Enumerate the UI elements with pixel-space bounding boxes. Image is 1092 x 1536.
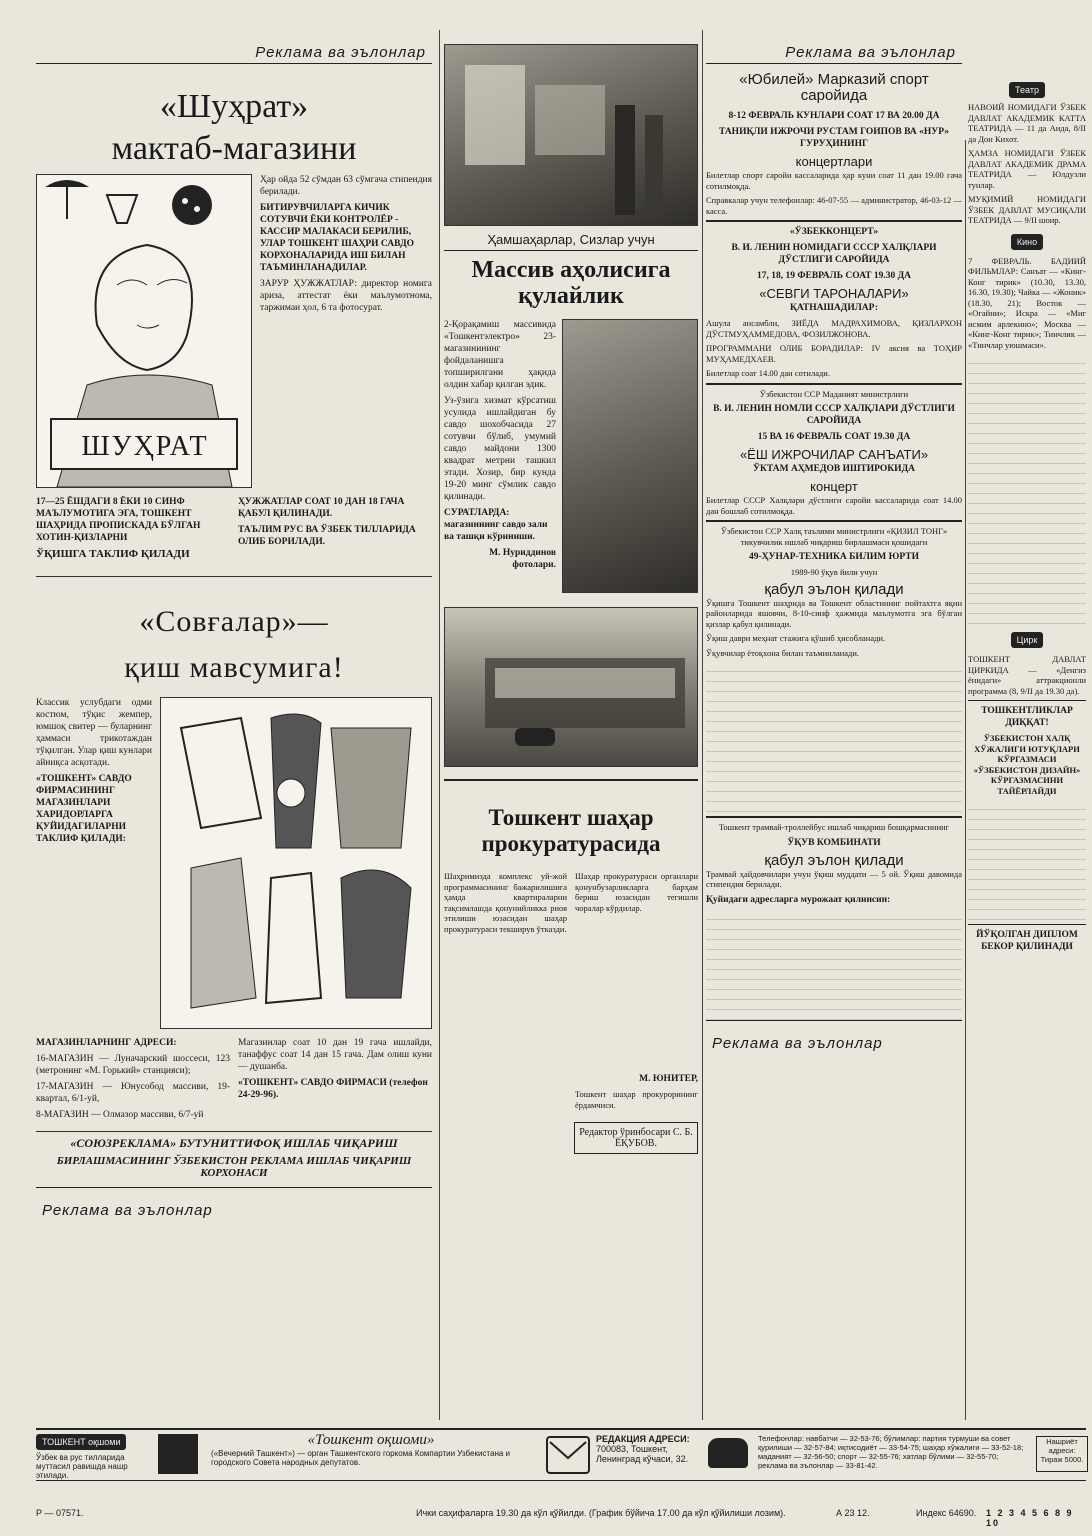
kabul1-title: қабул эълон қилади	[764, 580, 904, 598]
kabul1-org: Ўзбекистон ССР Халқ таълими министрлиги «ҚИЗИЛ ТОНГ» тикувчилик ишлаб чиқариш бирлашмаси қошидаги	[720, 526, 948, 547]
mahorat-palace: В. И. ЛЕНИН НОМЛИ СССР ХАЛҚЛАРИ ДЎСТЛИГИ САРОЙИДА	[713, 404, 955, 426]
kabul1-year: 1989-90 ўқув йили учун	[790, 567, 878, 577]
prokuratura-measures: Шаҳар прокуратураси органлари қонунбузарликларга барҳам бериш юзасидан тегишли чоралар кўрдилар.	[575, 871, 698, 913]
column-divider	[702, 30, 703, 1420]
sovgalar-intro: Классик услубдаги одми костюм, тўқис жемпер, юмшоқ свитер — буларнинг ҳаммаси трикотаждан тўқилган. Улар қиш кунлари айниқса асқотади.	[36, 698, 152, 768]
uzbekconcert-palace: В. И. ЛЕНИН НОМИДАГИ СССР ХАЛҚЛАРИ ДЎСТЛИГИ САРОЙИДА	[731, 243, 937, 265]
editor-credit: Редактор ўринбосари С. Б. ЁҚУБОВ.	[574, 1122, 698, 1154]
cinema-listing: 7 ФЕВРАЛЬ. БАДИИЙ ФИЛЬМЛАР: Санъат — «Кинг-Конг тирик» (10.30, 13.30, 16.30, 19.30); Чайка — «Жоник» (18.30, 21); Восток — «Огайни»; Искра — «Миг исмим арлекино»; Москва — «Кинг-Конг тирик»; Тинчлик — «Тинчлар уюшмаси».	[968, 255, 1086, 350]
column-concerts-admission	[706, 30, 962, 1425]
shop-16: 16-МАГАЗИН — Луначарский шоссеси, 123 (метронинг «М. Горький» станцияси);	[36, 1054, 230, 1076]
massiv-caption: Ҳамшаҳарлар, Сизлар учун	[444, 232, 698, 251]
kabul1-text-block	[706, 662, 962, 812]
theatre-hamza: ҲАМЗА НОМИДАГИ ЎЗБЕК ДАВЛАТ АКАДЕМИК ДРАМА ТЕАТРИДА — Юлдузли тунлар.	[968, 148, 1086, 190]
uzbekconcert-date: 17, 18, 19 ФЕВРАЛЬ СОАТ 19.30 ДА	[756, 271, 912, 281]
column-divider	[965, 140, 966, 1420]
store-hall-photo	[562, 319, 698, 593]
circulation-box: Нашриёт адреси: Тираж 5000.	[1036, 1436, 1088, 1472]
yubiley-artist: ТАНИҚЛИ ИЖРОЧИ РУСТАМ ГОИПОВ ВА «НУР» ГУРУҲИНИНГ	[718, 127, 950, 149]
massiv-details: Уз-ўзига хизмат кўрсатиш усулида ишлайдиган бу савдо шохобчасида 27 сотувчи бўлиб, умумий савдо майдони 1300 квадрат метрни ташкил этади. Хозир, бир кунда 19-20 минг сўмлик савдо қилинади.	[444, 396, 556, 502]
paper-languages: Ўзбек ва рус тилларида муттасил равишда нашр этилади.	[36, 1453, 128, 1480]
rubric-header: Реклама ва эълонлар	[36, 30, 432, 64]
address-text: 700083, Тошкент, Ленинград кўчаси, 32.	[596, 1444, 689, 1464]
imprint-index: Индекс 64690.	[916, 1508, 977, 1518]
prokuratura-signer-role: Тошкент шаҳар прокурорининг ёрдамчиси.	[575, 1089, 698, 1110]
shops-hours: Магазинлар соат 10 дан 19 гача ишлайди, танаффус соат 14 дан 15 гача. Дам олиш куни — душанба.	[238, 1038, 432, 1072]
kabul2-org: Тошкент трамвай-троллейбус ишлаб чиқариш бошқармасининг	[718, 822, 950, 832]
kabul2-body: Трамвай ҳайдовчилари учун ўқиш муддати — 5 ой. Ўқиш давомида стипендия берилади.	[706, 868, 962, 889]
lost-diploma: ЙЎҚОЛГАН ДИПЛОМ БЕКОР ҚИЛИНАДИ	[976, 930, 1078, 952]
photo-scene-icon	[445, 45, 698, 225]
store-interior-photo	[444, 44, 698, 226]
building-icon	[445, 608, 698, 766]
shop-17: 17-МАГАЗИН — Юнусобод массиви, 19-квартал, 6/1-уй,	[36, 1082, 230, 1104]
uzbekconcert-show: «СЕВГИ ТАРОНАЛАРИ»	[759, 286, 909, 301]
kabul1-body3: Ўқувчилар ётоқхона билан таъминланади.	[706, 647, 860, 658]
column-shuhrat-sovgalar	[36, 30, 432, 1425]
column-divider	[439, 30, 440, 1420]
prokuratura-body: Шаҳримизда комплекс уй-жой программасининг бажарилишига ҳамда квартираларни тақсимлашда қонунийликка риоя этилиши юзасидан шаҳар прокуратураси текширув ўтказди.	[444, 871, 567, 934]
shuhrat-illustration	[36, 174, 252, 488]
yubiley-title: «Юбилей» Марказий спорт саройида	[739, 71, 929, 104]
massiv-title: Массив аҳолисига қулайлик	[471, 257, 671, 309]
store-exterior-photo	[444, 607, 698, 767]
address-heading: РЕДАКЦИЯ АДРЕСИ:	[596, 1434, 690, 1444]
firm-phone: «ТОШКЕНТ» САВДО ФИРМАСИ (телефон 24-29-96).	[238, 1078, 428, 1100]
shuhrat-title: «Шуҳрат»	[159, 88, 309, 125]
rubric-footer: Реклама ва эълонлар	[36, 1187, 432, 1221]
kabul2-text-block	[706, 910, 962, 1020]
mahorat-name: ЎКТАМ АҲМЕДОВ ИШТИРОКИДА	[753, 464, 915, 474]
fashion-illustration	[160, 697, 432, 1029]
masthead-footer	[36, 1428, 1086, 1481]
uzbekconcert-head: «ЎЗБЕККОНЦЕРТ»	[789, 227, 879, 237]
paper-description: («Вечерний Ташкент») — орган Ташкентского горкома Компартии Узбекистана и городского Совета народных депутатов.	[211, 1449, 511, 1467]
imprint-pages: 1 2 3 4 5 6 8 9 10	[986, 1508, 1074, 1528]
cinema-logo-icon: Кино	[1011, 234, 1043, 250]
theatre-navoi: НАВОИЙ НОМИДАГИ ЎЗБЕК ДАВЛАТ АКАДЕМИК КАТТА ТЕАТРИДА — 11 да Аида, 8/II да Дон Кихот.	[968, 102, 1086, 144]
column-massiv-prokuratura	[444, 30, 698, 1425]
massiv-photo-note: СУРАТЛАРДА: магазиннинг савдо зали ва ташқи кўриниши.	[444, 508, 548, 542]
paper-logo: ТОШКЕНТ оқшоми	[36, 1434, 126, 1450]
circus-logo-icon: Цирк	[1011, 632, 1044, 648]
shuhrat-subtitle: мактаб-магазини	[111, 130, 357, 167]
uzbekconcert-participants: ҚАТНАШАДИЛАР:	[790, 303, 878, 313]
paper-title: «Тошкент оқшоми»	[307, 1432, 435, 1448]
massiv-intro: 2-Қорақамиш массивида «Тошкентэлектро» 23-магазинининг фойдаланишга топширилгани ҳақида олдин хабар қилган эдик.	[444, 320, 556, 390]
uzbekconcert-host: ПРОГРАММАНИ ОЛИБ БОРАДИЛАР: IV аксия ва ТОҲИР МУҲАМЕДХАЕВ.	[706, 343, 962, 364]
prokuratura-signer: М. ЮНИТЕР,	[639, 1074, 698, 1084]
massiv-photographer: М. Нуриддинов фотолари.	[489, 548, 556, 570]
mail-envelope-icon	[546, 1436, 590, 1474]
circus-listing: ТОШКЕНТ ДАВЛАТ ЦИРКИДА — «Денгиз ёнидаги» аттракционли программа (8, 9/II да 19.30 да).	[968, 654, 1086, 696]
soyuzreklama-line2: БИРЛАШМАСИНИНГ ЎЗБЕКИСТОН РЕКЛАМА ИШЛАБ ЧИҚАРИШ КОРХОНАСИ	[56, 1155, 412, 1179]
kabul2-body2: Қуйидаги адресларга мурожаат қилинсин:	[706, 894, 891, 905]
soyuzreklama-line1: «СОЮЗРЕКЛАМА» БУТУНИТТИФОҚ ИШЛАБ ЧИҚАРИШ	[36, 1131, 432, 1151]
shuhrat-languages: ТАЪЛИМ РУС ВА ЎЗБЕК ТИЛЛАРИДА ОЛИБ БОРИЛАДИ.	[238, 525, 416, 547]
shop-8: 8-МАГАЗИН — Олмазор массиви, 6/7-уй	[36, 1110, 204, 1120]
uzbekconcert-tickets: Билетлар соат 14.00 дан сотилади.	[706, 368, 830, 378]
warning-body: ЎЗБЕКИСТОН ХАЛҚ ХЎЖАЛИГИ ЮТУҚЛАРИ КЎРГАЗМАСИ «ЎЗБЕКИСТОН ДИЗАЙН» КЎРГАЗМАСИНИ ТАЙЁРЛАЙДИ	[973, 733, 1081, 796]
mahorat-org: Ўзбекистон ССР Маданият министрлиги	[759, 388, 909, 399]
mahorat-date: 15 ВА 16 ФЕВРАЛЬ СОАТ 19.30 ДА	[757, 432, 911, 442]
uzbekconcert-list: Ашула ансамбли, ЗИЁДА МАДРАХИМОВА, ҚИЗЛАРХОН ДЎСТМУҲАММЕДОВА, ФОЗИЛЖОНОВА.	[706, 318, 962, 339]
sovgalar-title: «Совғалар»—	[139, 605, 329, 638]
theatre-logo-icon: Театр	[1009, 82, 1045, 98]
kabul1-body2: Ўқиш даври меҳнат стажига қўшиб ҳисобланади.	[706, 633, 886, 643]
yubiley-concerts: концертлари	[795, 154, 873, 169]
cinema-listing-text	[968, 354, 1086, 624]
shops-heading: МАГАЗИНЛАРНИНГ АДРЕСИ:	[36, 1038, 177, 1048]
rubric-footer-right: Реклама ва эълонлар	[706, 1020, 962, 1054]
telephone-icon	[708, 1438, 748, 1468]
imprint-line	[36, 1508, 1086, 1528]
kabul2-title: қабул эълон қилади	[764, 851, 904, 869]
kabul2-dept: ЎҚУВ КОМБИНАТИ	[787, 837, 881, 848]
imprint-order: А 23 12.	[836, 1508, 870, 1518]
imprint-code: Р — 07571.	[36, 1508, 84, 1518]
theatre-mukimiy: МУҚИМИЙ НОМИДАГИ ЎЗБЕК ДАВЛАТ МУСИҚАЛИ ТЕАТРИДА — 9/II шоир.	[968, 194, 1086, 225]
yubiley-phones: Справкалар учун телефонлар: 46-07-55 — администратор, 46-03-12 — касса.	[706, 195, 962, 216]
imprint-signed: Ички саҳифаларга 19.30 да кўл қўйилди. (График бўйича 17.00 да кўл қўйилиши лозим).	[416, 1508, 786, 1518]
warning-heading: ТОШКЕНТЛИКЛАР ДИҚҚАТ!	[981, 706, 1073, 728]
shuhrat-documents: ЗАРУР ҲУЖЖАТЛАР: директор номига ариза, аттестат ёки маълумотнома, таржимаи ҳол, 6 та фотосурат.	[260, 279, 432, 313]
mahorat-concert: концерт	[810, 479, 858, 494]
kabul1-school: 49-ҲУНАР-ТЕХНИКА БИЛИМ ЮРТИ	[749, 552, 919, 562]
paper-emblem-icon	[158, 1434, 198, 1474]
kabul1-body: Ўқишга Тошкент шаҳрида ва Тошкент областининг пойтахтга яқин районларида яшовчи, 8-10-синф ҳажмида маълумотга эга бўлган қизлар қабул қилинади.	[706, 597, 962, 629]
column-listings	[968, 30, 1086, 1425]
phone-list: Телефонлар: навбатчи — 32-53-76; бўлимлар: партия турмуши ва совет қурилиши — 32-57-84; иқтисодиёт — 33-54-75; шаҳар хўжалиги — 33-52-18; маданият — 32-56-50; спорт — 32-55-76; хатлар бўлими — 32-55-70; реклама ва эълонлар — 33-81-42.	[758, 1434, 1024, 1470]
shuhrat-invite: ЎҚИШГА ТАКЛИФ ҚИЛАДИ	[36, 548, 190, 560]
rubric-header-right: Реклама ва эълонлар	[706, 30, 962, 64]
mahorat-show: «ЁШ ИЖРОЧИЛАР САНЪАТИ»	[739, 447, 929, 462]
shuhrat-graduates: БИТИРУВЧИЛАРГА КИЧИК СОТУВЧИ ЁКИ КОНТРОЛЁР - КАССИР МАЛАКАСИ БЕРИЛИБ, УЛАР ТОШКЕНТ ШАҲРИ САВДО КОРХОНАЛАРИДА ИШ БИЛАН ТАЪМИНЛАНАДИЛАР.	[260, 203, 415, 273]
shuhrat-logo: ШУҲРАТ	[81, 431, 209, 462]
prokuratura-title: Тошкент шаҳар прокуратурасида	[481, 805, 661, 856]
yubiley-tickets: Билетлар спорт саройи кассаларида ҳар куни соат 11 дан 19.00 гача сотилмоқда.	[706, 170, 962, 191]
clothing-sketch-icon	[161, 698, 431, 1028]
shuhrat-requirements: 17—25 ЁШДАГИ 8 ЁКИ 10 СИНФ МАЪЛУМОТИГА ЭГА, ТОШКЕНТ ШАҲРИДА ПРОПИСКАДА БЎЛГАН ХОТИН-ҚИЗЛАРНИ	[36, 497, 201, 543]
shuhrat-stipend: Ҳар ойда 52 сўмдан 63 сўмгача стипендия берилади.	[260, 175, 432, 197]
exhibition-text	[968, 800, 1086, 920]
sovgalar-offer: «ТОШКЕНТ» САВДО ФИРМАСИНИНГ МАГАЗИНЛАРИ ХАРИДОРЛАРГА ҚУЙИДАГИЛАРНИ ТАКЛИФ ҚИЛАДИ:	[36, 774, 132, 844]
sovgalar-subtitle: қиш мавсумига!	[124, 651, 344, 684]
yubiley-date: 8-12 ФЕВРАЛЬ КУНЛАРИ СОАТ 17 ВА 20.00 ДА	[728, 111, 940, 121]
shuhrat-hours: ҲУЖЖАТЛАР СОАТ 10 ДАН 18 ГАЧА ҚАБУЛ ҚИЛИНАДИ.	[238, 497, 405, 519]
mahorat-tickets: Билетлар СССР Халқлари дўстлиги саройи кассаларида соат 14.00 дан бошлаб сотилмоқда.	[706, 495, 962, 516]
